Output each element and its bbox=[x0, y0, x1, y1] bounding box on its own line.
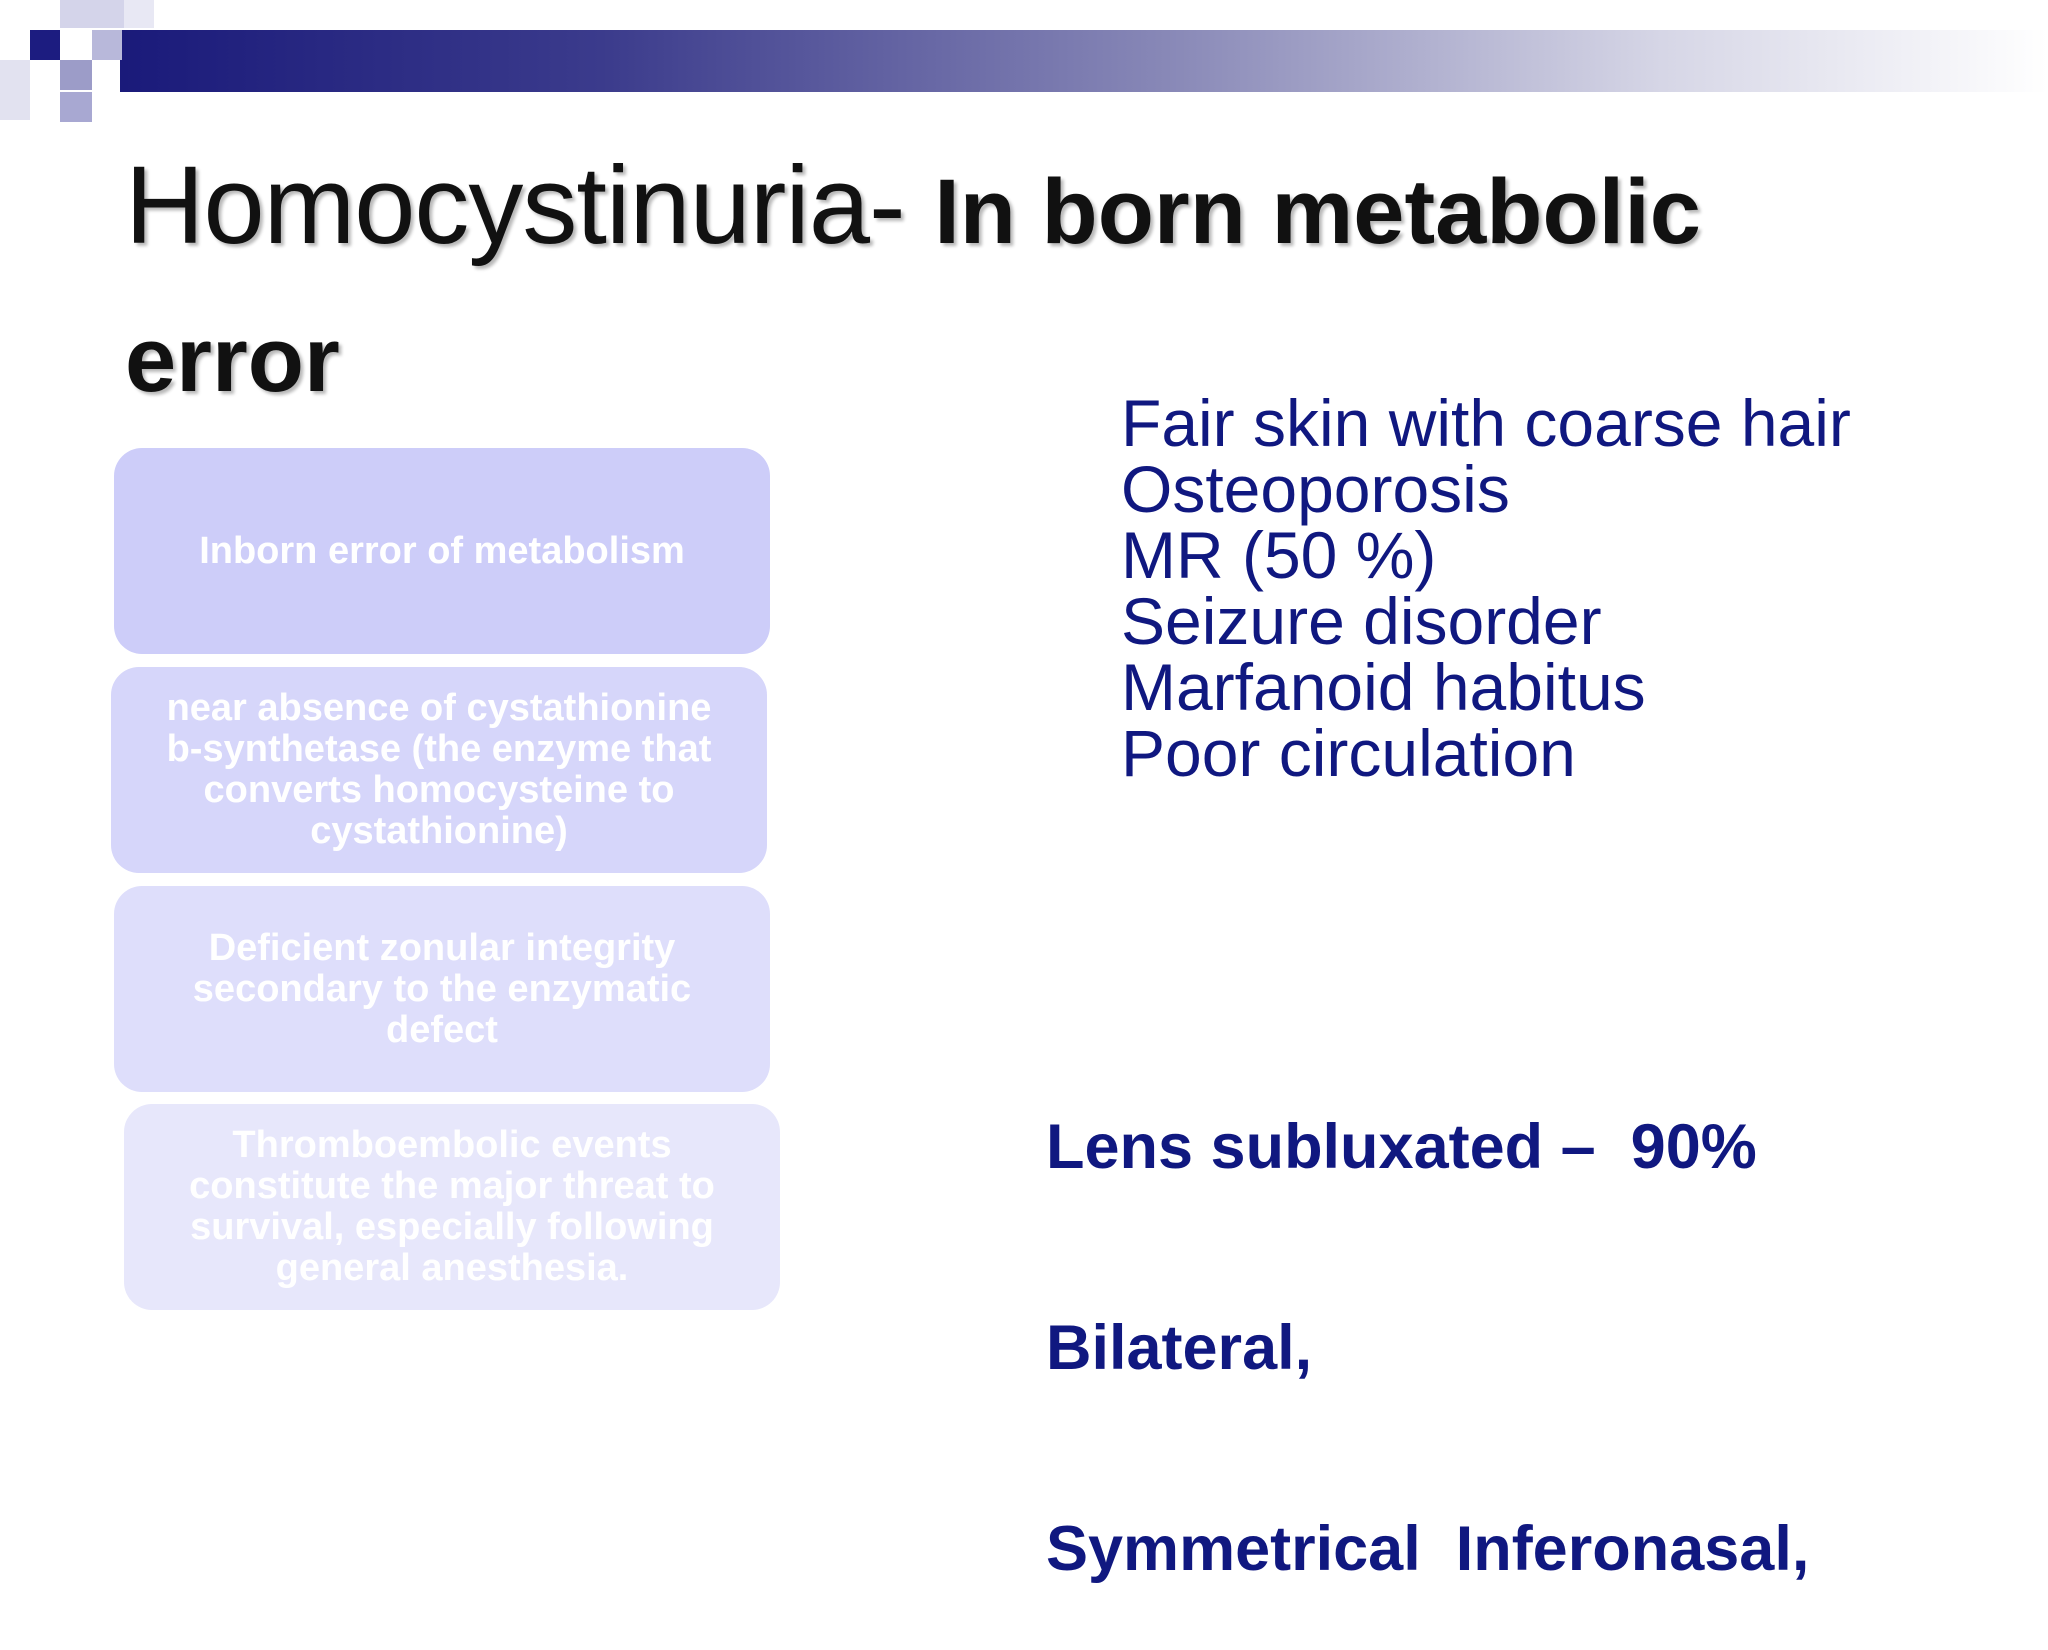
process-box: Inborn error of metabolism bbox=[114, 448, 770, 654]
decor-square bbox=[30, 30, 60, 60]
decor-square bbox=[60, 92, 92, 122]
decor-square bbox=[92, 30, 122, 60]
decor-square bbox=[124, 0, 154, 28]
feature-item: Fair skin with coarse hair bbox=[1121, 386, 1851, 460]
clinical-features-list bbox=[1121, 386, 1851, 790]
process-box: near absence of cystathionine b-synthetase (the enzyme that converts homocysteine to cystathionine) bbox=[111, 667, 767, 873]
feature-item: Seizure disorder bbox=[1121, 584, 1602, 658]
feature-item: MR (50 %) bbox=[1121, 518, 1437, 592]
lens-finding: Bilateral, bbox=[1046, 1313, 1313, 1383]
lens-finding: Symmetrical Inferonasal, bbox=[1046, 1514, 1810, 1584]
title-bold-line1: In born metabolic bbox=[934, 161, 1701, 263]
decor-square bbox=[0, 60, 30, 120]
title-bold-line2: error bbox=[125, 309, 340, 411]
lens-finding: Lens subluxated – 90% bbox=[1046, 1112, 1757, 1182]
header-gradient-bar bbox=[120, 30, 2048, 92]
process-box: Thromboembolic events constitute the major threat to survival, especially following general anesthesia. bbox=[124, 1104, 780, 1310]
feature-item: Marfanoid habitus bbox=[1121, 650, 1646, 724]
process-box: Deficient zonular integrity secondary to the enzymatic defect bbox=[114, 886, 770, 1092]
feature-item: Poor circulation bbox=[1121, 716, 1576, 790]
feature-item: Osteoporosis bbox=[1121, 452, 1510, 526]
decor-square bbox=[60, 60, 92, 90]
lens-findings-list bbox=[1046, 980, 1809, 1650]
title-regular: Homocystinuria- bbox=[125, 144, 935, 267]
